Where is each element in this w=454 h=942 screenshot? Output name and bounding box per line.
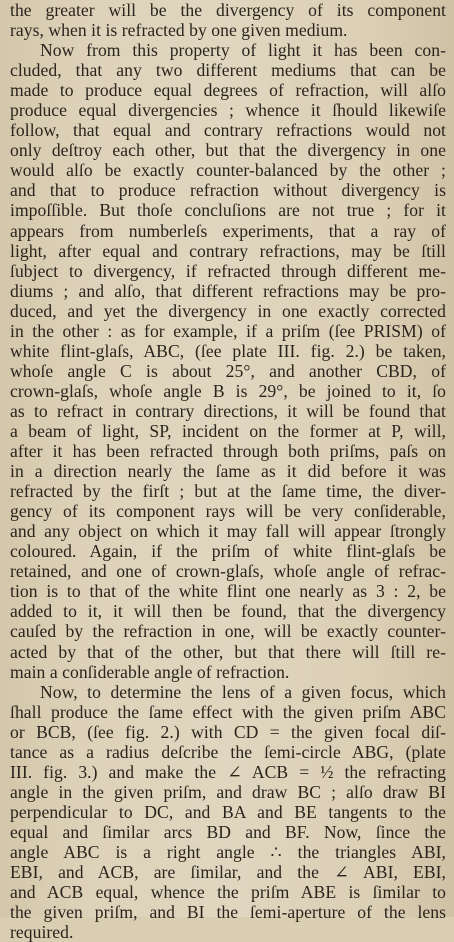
text-line: Now from this property of light it has been con- <box>40 40 446 61</box>
text-line: ſubject to divergency, if refracted through different me- <box>10 260 446 281</box>
paragraph <box>10 682 446 942</box>
text-line: Now, to determine the lens of a given focus, which <box>40 681 446 702</box>
text-line: or BCB, (ſee fig. 2.) with CD = the given focal diſ- <box>10 721 446 742</box>
text-line: refracted by the firſt ; but at the ſame time, the diver- <box>10 481 446 502</box>
text-line: duced, and yet the divergency in one exactly corrected <box>10 300 446 321</box>
text-line: and ACB equal, whence the priſm ABE is ſimilar to <box>10 882 446 903</box>
text-line: impoſſible. But thoſe concluſions are not true ; for it <box>10 200 446 221</box>
text-line: a beam of light, SP, incident on the former at P, will, <box>10 420 446 441</box>
text-line: equal and ſimilar arcs BD and BF. Now, ſince the <box>10 821 446 842</box>
paragraph <box>10 40 446 682</box>
text-line: angle ABC is a right angle ∴ the triangles ABI, <box>10 841 446 862</box>
text-line: main a conſiderable angle of refraction. <box>10 661 290 682</box>
text-line: crown-glaſs, whoſe angle B is 29°, be joined to it, ſo <box>10 380 446 401</box>
text-line: whoſe angle C is about 25°, and another CBD, of <box>10 360 446 381</box>
text-line: the given priſm, and BI the ſemi-aperture of the lens <box>10 902 446 923</box>
text-line: angle in the given priſm, and draw BC ; alſo draw BI <box>10 781 446 802</box>
text-line: white flint-glaſs, ABC, (ſee plate III. fig. 2.) be taken, <box>10 340 446 361</box>
text-line: in the other : as for example, if a priſm (ſee PRISM) of <box>10 320 446 341</box>
text-line: and any object on which it may fall will appear ſtrongly <box>10 521 446 542</box>
text-line: perpendicular to DC, and BA and BE tangents to the <box>10 801 446 822</box>
text-line: tion is to that of the white flint one nearly as 3 : 2, be <box>10 581 446 602</box>
body-text <box>10 0 446 942</box>
text-line: in a direction nearly the ſame as it did before it was <box>10 461 446 482</box>
text-line: light, after equal and contrary refractions, may be ſtill <box>10 240 446 261</box>
text-line: acted by that of the other, but that there will ſtill re- <box>10 641 446 662</box>
text-line: EBI, and ACB, are ſimilar, and the ∠ ABI, EBI, <box>10 862 446 883</box>
text-line: only deſtroy each other, but that the divergency in one <box>10 140 446 161</box>
paragraph <box>10 0 446 40</box>
text-line: and that to produce refraction without divergency is <box>10 180 446 201</box>
text-line: coloured. Again, if the priſm of white flint-glaſs be <box>10 541 446 562</box>
text-line: ſhall produce the ſame effect with the given priſm ABC <box>10 701 446 722</box>
text-line: cluded, that any two different mediums that can be <box>10 60 446 81</box>
text-line: the greater will be the divergency of its component <box>10 0 446 20</box>
text-line: produce equal divergencies ; whence it ſhould likewiſe <box>10 100 446 121</box>
text-line: diums ; and alſo, that different refractions may be pro- <box>10 280 446 301</box>
text-line: follow, that equal and contrary refractions would not <box>10 120 446 141</box>
text-line: tance as a radius deſcribe the ſemi-circle ABG, (plate <box>10 741 446 762</box>
text-line: would alſo be exactly counter-balanced by the other ; <box>10 160 446 181</box>
text-line: III. fig. 3.) and make the ∠ ACB = ½ the refracting <box>10 761 446 782</box>
text-line: appears from numberleſs experiments, that a ray of <box>10 220 446 241</box>
text-line: retained, and one of crown-glaſs, whoſe angle of refrac- <box>10 561 446 582</box>
text-line: after it has been refracted through both priſms, paſs on <box>10 441 446 462</box>
text-line: made to produce equal degrees of refraction, will alſo <box>10 80 446 101</box>
text-line: as to refract in contrary directions, it will be found that <box>10 400 446 421</box>
text-line: cauſed by the refraction in one, will be exactly counter- <box>10 621 446 642</box>
text-line: gency of its component rays will be very conſiderable, <box>10 501 446 522</box>
text-line: added to it, it will then be found, that the divergency <box>10 601 446 622</box>
text-line: required. <box>10 922 74 942</box>
text-line: rays, when it is refracted by one given medium. <box>10 20 348 41</box>
